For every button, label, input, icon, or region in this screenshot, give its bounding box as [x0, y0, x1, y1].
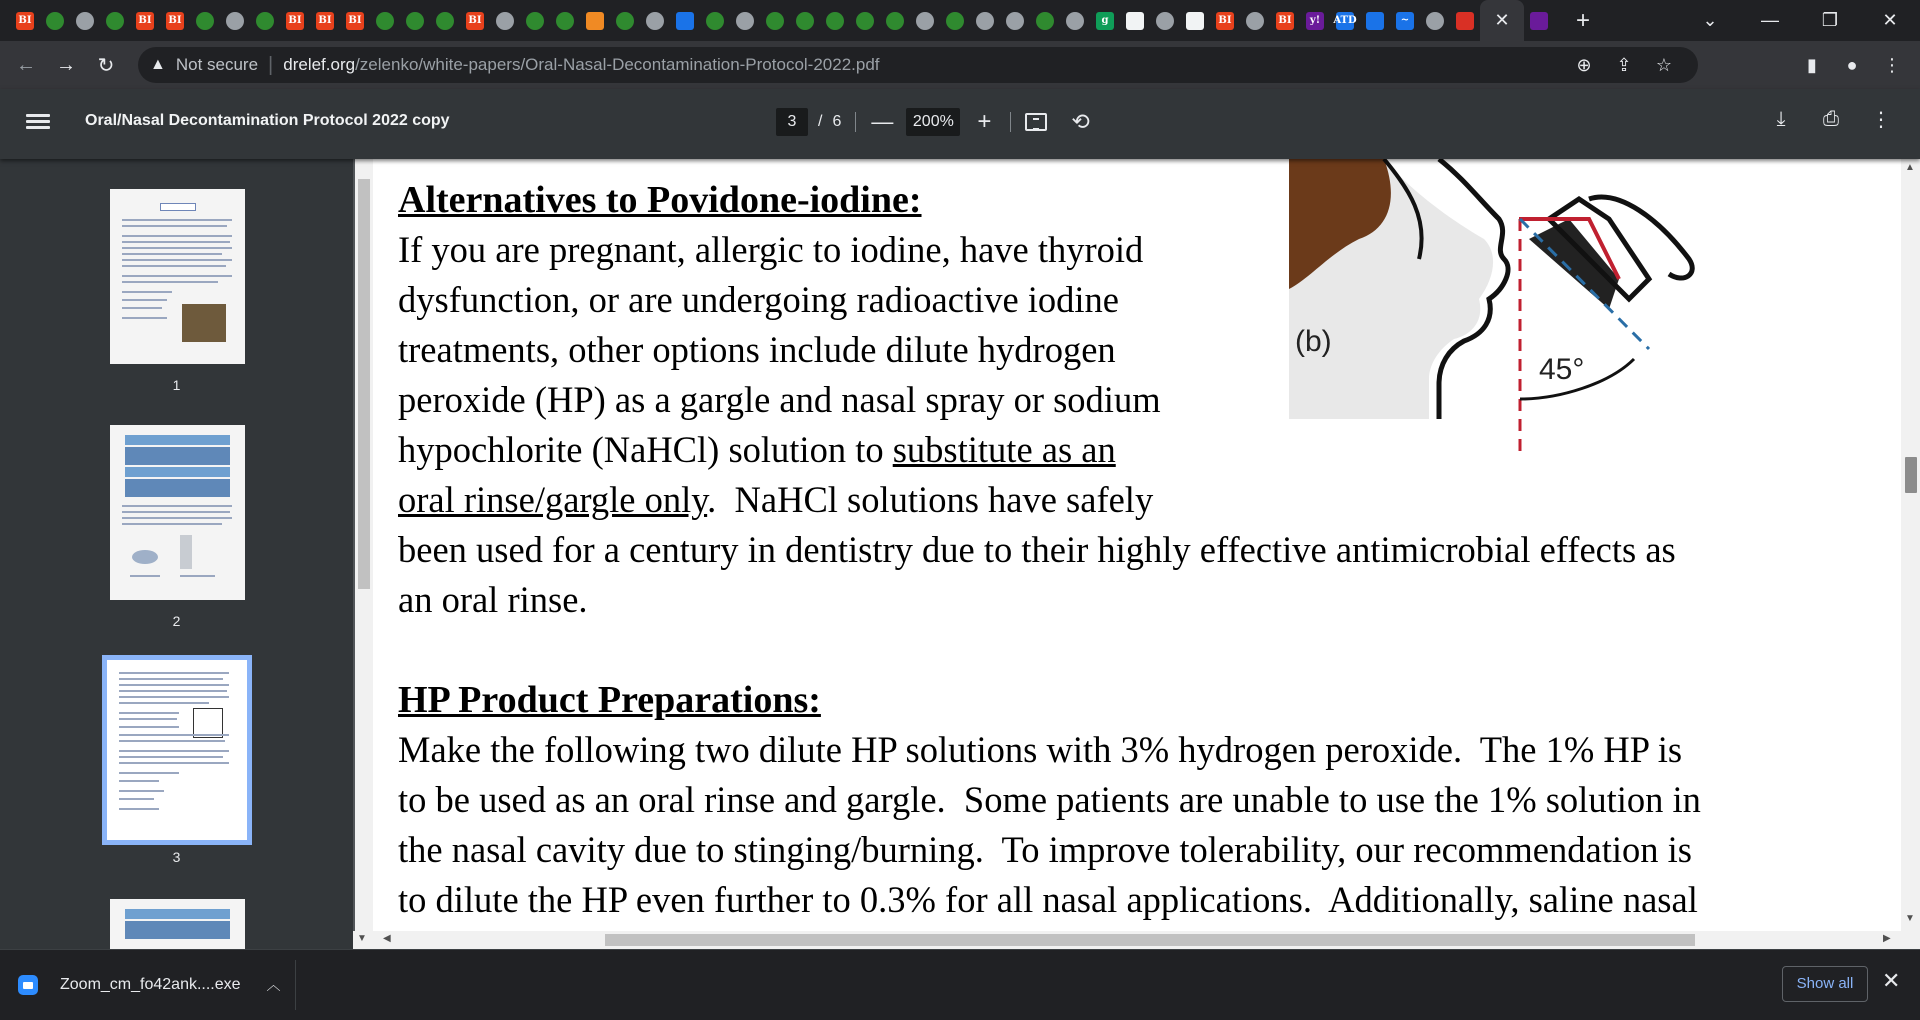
- zoom-icon[interactable]: ⊕: [1576, 54, 1592, 75]
- blue-favicon-icon: ATD: [1336, 12, 1354, 30]
- viewer-horizontal-scrollbar[interactable]: [353, 931, 1920, 949]
- paragraph-line: the nasal cavity due to stinging/burning. To improve tolerability, our recommendation is: [398, 829, 1692, 870]
- globe-favicon-icon: [496, 12, 514, 30]
- blue-favicon-icon: ~: [1396, 12, 1414, 30]
- globe-favicon-icon: [1156, 12, 1174, 30]
- profile-icon[interactable]: ●: [1846, 54, 1858, 75]
- browser-tab[interactable]: [1060, 0, 1090, 41]
- red-favicon-icon: [1456, 12, 1474, 30]
- zoom-input[interactable]: 200%: [906, 108, 960, 136]
- underlined-text: oral rinse/gargle only: [398, 479, 708, 520]
- horizontal-scroll-thumb[interactable]: [605, 934, 1695, 946]
- globe-favicon-icon: [976, 12, 994, 30]
- paragraph-line: been used for a century in dentistry due to their highly effective antimicrobial effects as: [398, 529, 1676, 570]
- play-favicon-icon: [1036, 12, 1054, 30]
- browser-tab[interactable]: [40, 0, 70, 41]
- omnibox-actions: [1564, 47, 1684, 83]
- bi-favicon-icon: BI: [286, 12, 304, 30]
- browser-tab[interactable]: [640, 0, 670, 41]
- browser-tab[interactable]: [400, 0, 430, 41]
- print-icon[interactable]: ⎙: [1823, 108, 1839, 130]
- page-scroll-thumb[interactable]: [358, 179, 370, 589]
- tab-list: [0, 0, 1554, 41]
- download-icon[interactable]: ⤓: [1776, 108, 1786, 130]
- play-favicon-icon: [856, 12, 874, 30]
- page-controls: [776, 108, 1090, 136]
- play-favicon-icon: [46, 12, 64, 30]
- orange-favicon-icon: [586, 12, 604, 30]
- browser-menu-icon[interactable]: ⋮: [1883, 54, 1901, 75]
- divider: [855, 112, 856, 132]
- globe-favicon-icon: [646, 12, 664, 30]
- paragraph-line: peroxide (HP) as a gargle and nasal spray or sodium: [398, 379, 1161, 420]
- side-panel-icon[interactable]: ▮: [1807, 54, 1817, 75]
- browser-tab[interactable]: [700, 0, 730, 41]
- thumbnail-sidebar: [0, 159, 353, 949]
- paragraph-line: [398, 425, 1878, 475]
- bi-favicon-icon: BI: [166, 12, 184, 30]
- white-favicon-icon: [1186, 12, 1204, 30]
- play-favicon-icon: [796, 12, 814, 30]
- more-options-icon[interactable]: ⋮: [1871, 109, 1891, 131]
- divider: [295, 960, 296, 1010]
- scroll-up-arrow[interactable]: ▲: [1905, 162, 1915, 173]
- page-thumbnail-4[interactable]: [110, 899, 245, 949]
- browser-tab[interactable]: [520, 0, 550, 41]
- play-favicon-icon: [766, 12, 784, 30]
- purple-favicon-icon: y!: [1306, 12, 1324, 30]
- purple-favicon-icon: [1530, 12, 1548, 30]
- viewer-vertical-scrollbar[interactable]: [1901, 159, 1920, 931]
- browser-tab[interactable]: [940, 0, 970, 41]
- blue-favicon-icon: [1366, 12, 1384, 30]
- page-thumbnail-1[interactable]: [110, 189, 245, 364]
- browser-tab[interactable]: [1240, 0, 1270, 41]
- browser-tab[interactable]: [490, 0, 520, 41]
- browser-tab[interactable]: [460, 0, 490, 41]
- total-pages: 6: [832, 113, 842, 130]
- browser-tab[interactable]: [880, 0, 910, 41]
- address-bar[interactable]: [138, 47, 1698, 83]
- browser-tab[interactable]: [1300, 0, 1330, 41]
- globe-favicon-icon: [1006, 12, 1024, 30]
- bi-favicon-icon: BI: [466, 12, 484, 30]
- paragraph-line: Make the following two dilute HP solutions with 3% hydrogen peroxide. The 1% HP is: [398, 729, 1683, 770]
- green-favicon-icon: g: [1096, 12, 1114, 30]
- browser-tab[interactable]: [760, 0, 790, 41]
- minimize-button[interactable]: —: [1761, 10, 1779, 30]
- viewer-scroll-thumb[interactable]: [1905, 457, 1917, 493]
- download-filename[interactable]: Zoom_cm_fo42ank....exe: [60, 976, 241, 993]
- address-separator: |: [268, 53, 274, 76]
- thumbnail-number: 1: [172, 377, 181, 393]
- download-item[interactable]: [18, 970, 281, 1000]
- browser-tab[interactable]: [1150, 0, 1180, 41]
- close-tab-icon[interactable]: ✕: [1494, 10, 1510, 30]
- url-path[interactable]: /zelenko/white-papers/Oral-Nasal-Decontamination-Protocol-2022.pdf: [355, 55, 880, 74]
- globe-favicon-icon: [1066, 12, 1084, 30]
- play-favicon-icon: [406, 12, 424, 30]
- browser-tab[interactable]: [100, 0, 130, 41]
- browser-tab[interactable]: [670, 0, 700, 41]
- browser-tab[interactable]: [130, 0, 160, 41]
- paragraph-line: treatments, other options include dilute hydrogen: [398, 329, 1116, 370]
- bookmark-star-icon[interactable]: ☆: [1655, 54, 1673, 75]
- browser-tab[interactable]: [550, 0, 580, 41]
- browser-tab[interactable]: [1330, 0, 1360, 41]
- browser-tab[interactable]: [190, 0, 220, 41]
- browser-tab[interactable]: [250, 0, 280, 41]
- browser-tab[interactable]: [1090, 0, 1120, 41]
- document-text: [398, 173, 1878, 925]
- browser-tab[interactable]: [1270, 0, 1300, 41]
- section-heading: Alternatives to Povidone-iodine:: [398, 179, 922, 221]
- page-thumbnail-2[interactable]: [110, 425, 245, 600]
- play-favicon-icon: [706, 12, 724, 30]
- globe-favicon-icon: [916, 12, 934, 30]
- play-favicon-icon: [376, 12, 394, 30]
- warning-icon[interactable]: ▲: [150, 56, 166, 73]
- underlined-text: substitute as an: [892, 429, 1116, 470]
- play-favicon-icon: [556, 12, 574, 30]
- white-favicon-icon: [1126, 12, 1144, 30]
- bi-favicon-icon: BI: [346, 12, 364, 30]
- browser-tab[interactable]: [730, 0, 760, 41]
- text-span: . NaHCl solutions have safely: [707, 479, 1154, 520]
- close-window-button[interactable]: ✕: [1882, 10, 1898, 30]
- chevron-up-icon[interactable]: ︿: [266, 977, 281, 993]
- browser-tab[interactable]: [1120, 0, 1150, 41]
- page-number-input[interactable]: 3: [776, 108, 808, 136]
- globe-favicon-icon: [1426, 12, 1444, 30]
- zoom-out-button[interactable]: —: [871, 109, 894, 134]
- play-favicon-icon: [106, 12, 124, 30]
- menu-icon[interactable]: [26, 111, 50, 135]
- page-scroll-track[interactable]: [355, 159, 373, 931]
- browser-tab[interactable]: [850, 0, 880, 41]
- play-favicon-icon: [886, 12, 904, 30]
- thumbnail-number: 2: [172, 613, 181, 629]
- browser-tab[interactable]: [160, 0, 190, 41]
- paragraph-line: to dilute the HP even further to 0.3% for all nasal applications. Additionally, saline nasal: [398, 879, 1698, 920]
- browser-tab[interactable]: [1210, 0, 1240, 41]
- page-separator: /: [818, 113, 823, 130]
- rotate-icon[interactable]: ⟲: [1071, 109, 1090, 134]
- browser-tab[interactable]: [70, 0, 100, 41]
- pdf-viewer: [353, 159, 1920, 949]
- browser-tab[interactable]: [1390, 0, 1420, 41]
- globe-favicon-icon: [76, 12, 94, 30]
- browser-tab[interactable]: [280, 0, 310, 41]
- paragraph-line: [398, 475, 1878, 525]
- browser-toolbar: [0, 41, 1920, 89]
- window-controls: [1680, 0, 1920, 41]
- document-title: Oral/Nasal Decontamination Protocol 2022 copy: [85, 112, 450, 129]
- play-favicon-icon: [526, 12, 544, 30]
- browser-tab[interactable]: [310, 0, 340, 41]
- paragraph-line: dysfunction, or are undergoing radioactive iodine: [398, 279, 1119, 320]
- zoom-app-icon: [18, 975, 38, 995]
- play-favicon-icon: [826, 12, 844, 30]
- globe-favicon-icon: [1246, 12, 1264, 30]
- download-shelf: [0, 949, 1920, 1020]
- play-favicon-icon: [256, 12, 274, 30]
- globe-favicon-icon: [736, 12, 754, 30]
- fit-to-page-icon[interactable]: [1025, 113, 1047, 131]
- play-favicon-icon: [946, 12, 964, 30]
- browser-tab[interactable]: [1360, 0, 1390, 41]
- browser-tab[interactable]: [430, 0, 460, 41]
- bi-favicon-icon: BI: [1216, 12, 1234, 30]
- browser-tab[interactable]: [910, 0, 940, 41]
- share-icon[interactable]: ⇪: [1616, 54, 1632, 75]
- page-thumbnail-3[interactable]: [102, 655, 252, 845]
- figure-label: (b): [1295, 325, 1332, 358]
- browser-tab[interactable]: [340, 0, 370, 41]
- browser-tab[interactable]: [1524, 0, 1554, 41]
- browser-tab[interactable]: [970, 0, 1000, 41]
- bi-favicon-icon: BI: [1276, 12, 1294, 30]
- new-tab-button[interactable]: +: [1575, 6, 1590, 34]
- browser-tab[interactable]: [220, 0, 250, 41]
- blue-favicon-icon: [676, 12, 694, 30]
- scroll-down-arrow[interactable]: ▼: [357, 933, 367, 944]
- paragraph-line: to be used as an oral rinse and gargle. Some patients are unable to use the 1% solution in: [398, 779, 1701, 820]
- forward-button[interactable]: →: [56, 53, 76, 76]
- browser-tab[interactable]: [1000, 0, 1030, 41]
- browser-tab[interactable]: [370, 0, 400, 41]
- toolbar-right: [1792, 41, 1912, 89]
- divider: [1010, 112, 1011, 132]
- zoom-in-button[interactable]: +: [977, 108, 992, 135]
- tab-search-button[interactable]: ⌄: [1702, 10, 1718, 30]
- pdf-actions: [1756, 107, 1906, 132]
- browser-tab[interactable]: [610, 0, 640, 41]
- bi-favicon-icon: BI: [316, 12, 334, 30]
- show-all-button[interactable]: Show all: [1782, 966, 1868, 1002]
- url-host[interactable]: drelef.org: [283, 55, 356, 74]
- browser-tab[interactable]: [790, 0, 820, 41]
- close-icon[interactable]: ✕: [1882, 968, 1901, 993]
- thumbnail-number: 3: [172, 849, 181, 865]
- text-span: hypochlorite (NaHCl) solution to: [398, 429, 893, 470]
- browser-tab[interactable]: [1420, 0, 1450, 41]
- reload-button[interactable]: ↻: [97, 54, 115, 77]
- play-favicon-icon: [436, 12, 454, 30]
- browser-tab[interactable]: [1450, 0, 1480, 41]
- browser-tab[interactable]: [820, 0, 850, 41]
- tab-strip: [0, 0, 1920, 41]
- restore-button[interactable]: ❐: [1821, 10, 1839, 30]
- angle-label: 45°: [1539, 353, 1585, 386]
- section-heading: HP Product Preparations:: [398, 679, 821, 721]
- paragraph-line: If you are pregnant, allergic to iodine, have thyroid: [398, 229, 1144, 270]
- play-favicon-icon: [196, 12, 214, 30]
- active-tab[interactable]: [1480, 0, 1524, 41]
- pdf-page: [355, 159, 1901, 931]
- scroll-left-arrow[interactable]: ◀: [383, 933, 391, 944]
- bi-favicon-icon: BI: [136, 12, 154, 30]
- security-label[interactable]: Not secure: [175, 55, 259, 74]
- play-favicon-icon: [616, 12, 634, 30]
- browser-tab[interactable]: [10, 0, 40, 41]
- scroll-right-arrow[interactable]: ▶: [1883, 933, 1891, 944]
- back-button[interactable]: ←: [16, 53, 36, 76]
- browser-tab[interactable]: [1180, 0, 1210, 41]
- browser-tab[interactable]: [580, 0, 610, 41]
- globe-favicon-icon: [226, 12, 244, 30]
- browser-tab[interactable]: [1030, 0, 1060, 41]
- pdf-toolbar: [0, 89, 1920, 159]
- bi-favicon-icon: BI: [16, 12, 34, 30]
- paragraph-line: an oral rinse.: [398, 579, 588, 620]
- scroll-down-arrow[interactable]: ▼: [1905, 913, 1915, 924]
